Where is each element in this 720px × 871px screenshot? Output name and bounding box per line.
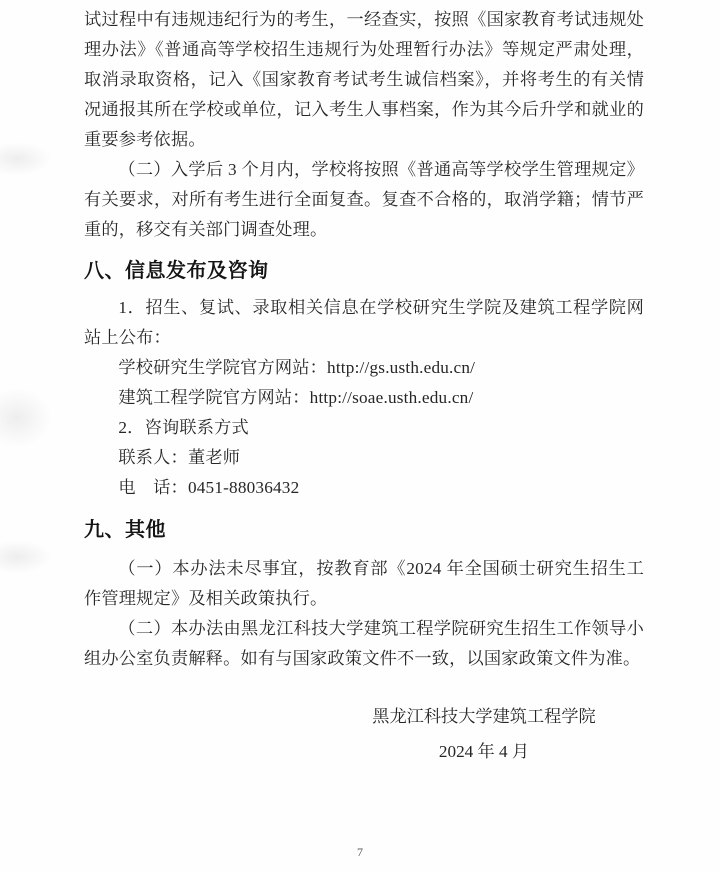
scan-artifact <box>0 540 52 574</box>
page-number: 7 <box>357 845 363 859</box>
college-website-line: 建筑工程学院官方网站：http://soae.usth.edu.cn/ <box>118 388 474 407</box>
section-9-heading: 九、其他 <box>84 519 166 541</box>
contact-person-line: 联系人：董老师 <box>118 448 241 467</box>
signature-block <box>334 702 634 767</box>
other-provisions-para-2: （二）本办法由黑龙江科技大学建筑工程学院研究生招生工作领导小组办公室负责解释。如有与国家政策文件不一致，以国家政策文件为准。 <box>84 619 644 668</box>
scan-artifact <box>0 142 52 176</box>
paragraph-violation-handling: 试过程中有违规违纪行为的考生，一经查实，按照《国家教育考试违规处理办法》《普通高等学校招生违规行为处理暂行办法》等规定严肃处理，取消录取资格，记入《国家教育考试考生诚信档案》，并将考生的有关情况通报其所在学校或单位，记入考生人事档案，作为其今后升学和就业的重要参考依据。 <box>84 10 644 149</box>
grad-school-website-line: 学校研究生学院官方网站：http://gs.usth.edu.cn/ <box>118 358 476 377</box>
info-release-item-1: 1．招生、复试、录取相关信息在学校研究生学院及建筑工程学院网站上公布： <box>84 298 644 347</box>
paragraph-enrollment-recheck: （二）入学后 3 个月内，学校将按照《普通高等学校学生管理规定》有关要求，对所有考生进行全面复查。复查不合格的，取消学籍；情节严重的，移交有关部门调查处理。 <box>84 160 644 239</box>
info-release-item-2: 2．咨询联系方式 <box>118 418 249 437</box>
scan-artifact <box>0 388 52 448</box>
section-8-heading: 八、信息发布及咨询 <box>84 260 269 282</box>
signature-date: 2024 年 4 月 <box>438 742 530 761</box>
other-provisions-para-1: （一）本办法未尽事宜，按教育部《2024 年全国硕士研究生招生工作管理规定》及相关政策执行。 <box>84 559 644 608</box>
signature-organization: 黑龙江科技大学建筑工程学院 <box>372 707 596 726</box>
contact-phone-line: 电 话：0451-88036432 <box>118 478 300 497</box>
